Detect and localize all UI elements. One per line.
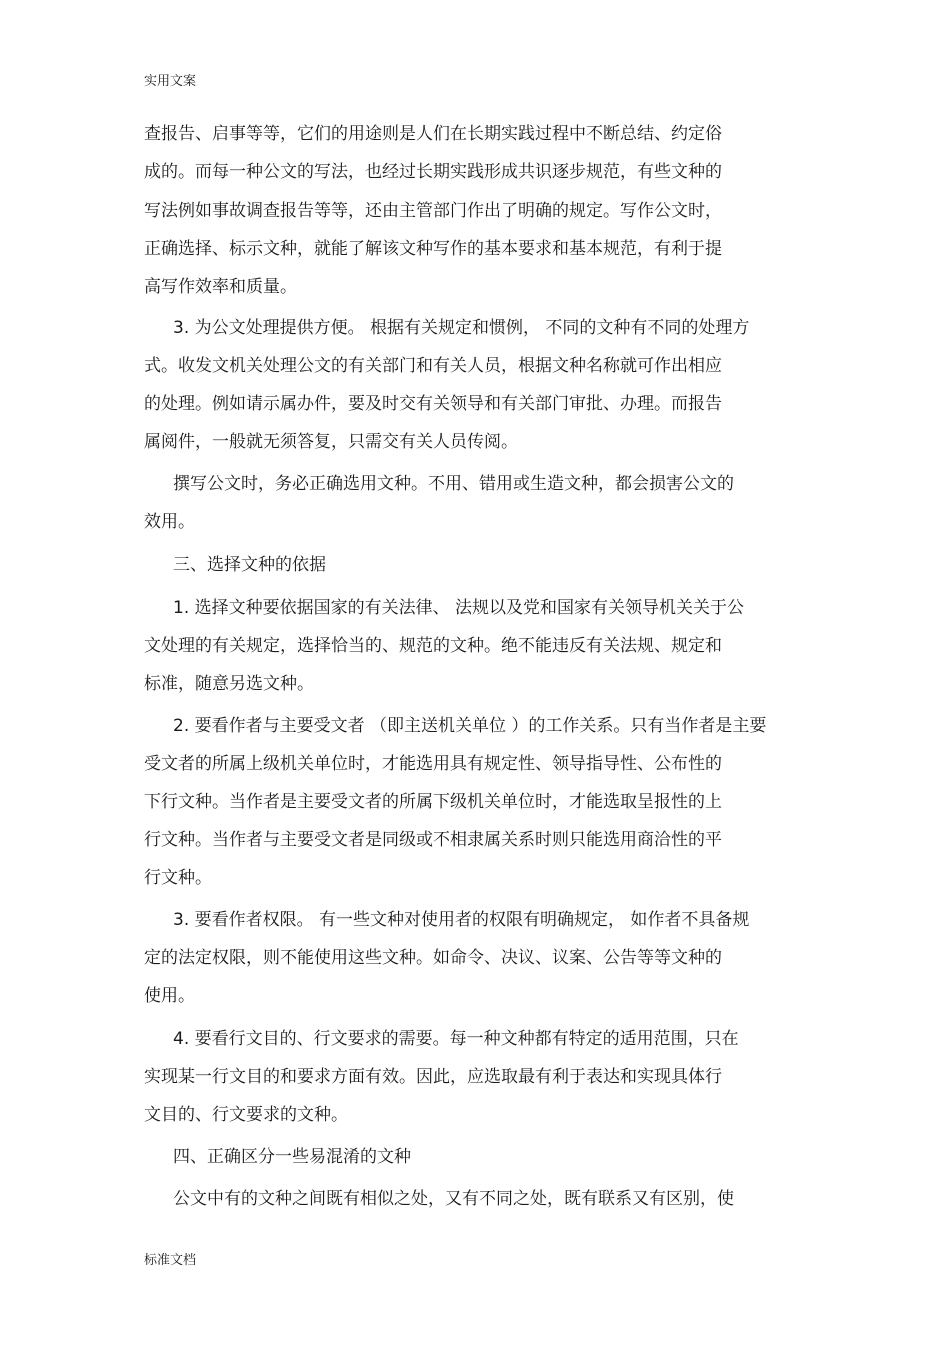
text-line: 高写作效率和质量。	[144, 277, 297, 297]
text-line: 查报告、启事等等，它们的用途则是人们在长期实践过程中不断总结、约定俗	[144, 124, 722, 144]
text-line: 3. 要看作者权限。 有一些文种对使用者的权限有明确规定， 如作者不具备规	[173, 910, 750, 930]
section-heading: 四、正确区分一些易混淆的文种	[173, 1147, 411, 1167]
text-line: 使用。	[144, 986, 195, 1006]
text-line: 行文种。	[144, 868, 212, 888]
text-line: 标准，随意另选文种。	[144, 674, 314, 694]
text-line: 正确选择、标示文种，就能了解该文种写作的基本要求和基本规范，有利于提	[144, 239, 722, 259]
text-line: 式。收发文机关处理公文的有关部门和有关人员，根据文种名称就可作出相应	[144, 356, 722, 376]
text-line: 定的法定权限，则不能使用这些文种。如命令、决议、议案、公告等等文种的	[144, 948, 722, 968]
page-footer: 标准文档	[144, 1253, 197, 1268]
text-line: 1. 选择文种要依据国家的有关法律、 法规以及党和国家有关领导机关关于公	[173, 598, 745, 618]
text-line: 受文者的所属上级机关单位时，才能选用具有规定性、领导指导性、公布性的	[144, 754, 722, 774]
text-line: 文处理的有关规定，选择恰当的、规范的文种。绝不能违反有关法规、规定和	[144, 636, 722, 656]
text-line: 效用。	[144, 512, 195, 532]
text-line: 2. 要看作者与主要受文者 （即主送机关单位 ）的工作关系。只有当作者是主要	[173, 716, 767, 736]
text-line: 的处理。例如请示属办件，要及时交有关领导和有关部门审批、办理。而报告	[144, 394, 722, 414]
text-line: 实现某一行文目的和要求方面有效。因此，应选取最有利于表达和实现具体行	[144, 1067, 722, 1087]
text-line: 撰写公文时，务必正确选用文种。不用、错用或生造文种，都会损害公文的	[173, 474, 734, 494]
text-line: 下行文种。当作者是主要受文者的所属下级机关单位时，才能选取呈报性的上	[144, 792, 722, 812]
text-line: 属阅件，一般就无须答复，只需交有关人员传阅。	[144, 432, 518, 452]
text-line: 文目的、行文要求的文种。	[144, 1105, 348, 1125]
text-line: 3. 为公文处理提供方便。 根据有关规定和惯例， 不同的文种有不同的处理方	[173, 318, 750, 338]
page-header: 实用文案	[144, 74, 197, 89]
text-line: 4. 要看行文目的、行文要求的需要。每一种文种都有特定的适用范围，只在	[173, 1029, 739, 1049]
text-line: 公文中有的文种之间既有相似之处，又有不同之处，既有联系又有区别，使	[173, 1189, 734, 1209]
text-line: 写法例如事故调查报告等等，还由主管部门作出了明确的规定。写作公文时，	[144, 201, 722, 221]
section-heading: 三、选择文种的依据	[173, 555, 326, 575]
text-line: 成的。而每一种公文的写法，也经过长期实践形成共识逐步规范，有些文种的	[144, 162, 722, 182]
text-line: 行文种。当作者与主要受文者是同级或不相隶属关系时则只能选用商洽性的平	[144, 830, 722, 850]
